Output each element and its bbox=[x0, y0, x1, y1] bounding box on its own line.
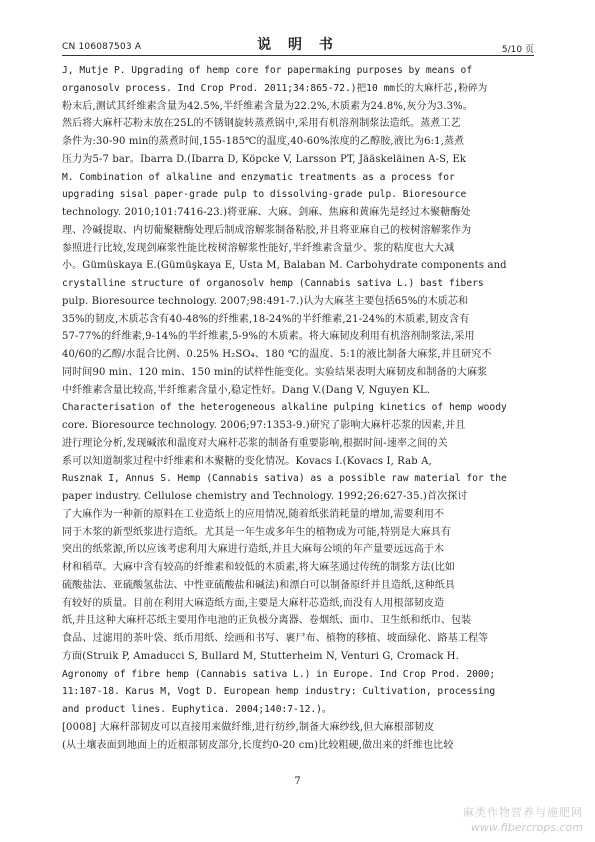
header-divider bbox=[62, 55, 534, 56]
text-line: 压力为5-7 bar。Ibarra D.(Ibarra D, Köpcke V, Larsson PT, Jääskeläinen A-S, Ek bbox=[62, 153, 467, 165]
text-line: pulp. Bioresource technology. 2007;98:491-7.)认为大麻茎主要包括65%的木质芯和 bbox=[62, 295, 469, 307]
text-line: 方面(Struik P, Amaducci S, Bullard M, Stutterheim N, Venturi G, Cromack H. bbox=[62, 650, 459, 662]
text-line: 材和稻草。大麻中含有较高的纤维素和较低的木质素,将大麻茎通过传统的制浆方法(比如 bbox=[62, 562, 456, 573]
text-line: 进行理论分析,发现碱浓和温度对大麻杆芯浆的制备有重要影响,根据时间-速率之间的关 bbox=[62, 437, 448, 449]
text-line: (从土壤表面到地面上的近根部韧皮部分,长度约0-20 cm)比较粗硬,做出来的纤维也比较 bbox=[62, 739, 454, 751]
text-line: core. Bioresource technology. 2006;97:1353-9.)研究了影响大麻杆芯浆的因素,并且 bbox=[62, 420, 466, 431]
document-body bbox=[62, 62, 534, 754]
text-line: 食品、过滤用的茶叶袋、纸币用纸、绘画和书写、裹尸布、植物的移植、坡面绿化、路基工程等 bbox=[62, 633, 489, 644]
document-title: 说 明 书 bbox=[257, 37, 339, 53]
text-line: 同于木浆的新型纸浆进行造纸。尤其是一年生或多年生的植物成为可能,特别是大麻具有 bbox=[62, 526, 452, 538]
text-line: 57-77%的纤维素,9-14%的半纤维素,5-9%的木质素。将大麻韧皮利用有机溶剂制浆法,采用 bbox=[62, 331, 475, 343]
text-line: 理、冷碱提取、内切葡聚糖酶处理后制成溶解浆制备粘胶,并且将亚麻自己的桉树溶解浆作为 bbox=[62, 224, 472, 236]
patent-number: CN 106087503 A bbox=[62, 42, 142, 52]
text-line: M. Combination of alkaline and enzymatic treatments as a process for bbox=[62, 171, 455, 183]
text-line: 系可以知道制浆过程中纤维素和木聚糖的变化情况。Kovacs I.(Kovacs I, Rab A, bbox=[62, 455, 432, 467]
text-line: technology. 2010;101:7416-23.)将亚麻、大麻、剑麻、焦麻和黄麻先是经过木聚糖酶处 bbox=[62, 207, 471, 218]
text-line: crystalline structure of organosolv hemp (Cannabis sativa L.) bast fibers bbox=[62, 278, 484, 289]
watermark bbox=[463, 805, 583, 835]
text-line: 参照进行比较,发现剑麻浆性能比桉树溶解浆性能好,半纤维素含量少、浆的粘度也大大减 bbox=[62, 242, 455, 254]
text-line: 然后将大麻杆芯粉末放在25L的不锈钢旋转蒸煮锅中,采用有机溶剂制浆法造纸。蒸煮工艺 bbox=[62, 118, 461, 130]
text-line: J, Mutje P. Upgrading of hemp core for papermaking purposes by means of bbox=[62, 65, 473, 76]
text-line: Rusznak I, Annus S. Hemp (Cannabis sativa) as a possible raw material for the bbox=[62, 473, 507, 485]
text-line: and product lines. Euphytica. 2004;140:7-12.)。 bbox=[62, 704, 332, 715]
text-line: Agronomy of fibre hemp (Cannabis sativa L.) in Europe. Ind Crop Prod. 2000; bbox=[62, 668, 496, 680]
page-header bbox=[62, 34, 534, 54]
text-line: 条件为:30-90 min的蒸煮时间,155-185℃的温度,40-60%浓度的乙醇胺,液比为6:1,蒸煮 bbox=[62, 136, 465, 147]
text-line: 中纤维素含量比较高,半纤维素含量小,稳定性好。Dang V.(Dang V, Nguyen KL. bbox=[62, 384, 431, 396]
paragraph-0008-line: [0008] 大麻杆部韧皮可以直接用来做纤维,进行纺纱,制备大麻纱线,但大麻根部韧皮 bbox=[62, 721, 435, 733]
text-line: 35%的韧皮,木质芯含有40-48%的纤维素,18-24%的半纤维素,21-24%的木质素,韧皮含有 bbox=[62, 313, 470, 325]
watermark-url: www.fibercrops.com bbox=[470, 821, 583, 834]
text-line: paper industry. Cellulose chemistry and Technology. 1992;26:627-35.)首次探讨 bbox=[62, 491, 468, 502]
text-line: 突出的纸浆源,所以应该考虑利用大麻进行造纸,并且大麻每公顷的年产量要远远高于木 bbox=[62, 544, 445, 556]
text-line: 粉末后,测试其纤维素含量为42.5%,半纤维素含量为22.2%,木质素为24.8%,灰分为3.3%。 bbox=[62, 100, 473, 112]
text-line: 了大麻作为一种新的原料在工业造纸上的应用情况,随着纸张消耗量的增加,需要利用不 bbox=[62, 508, 445, 520]
page-number: 7 bbox=[294, 776, 301, 787]
text-line: 有较好的质量。目前在利用大麻造纸方面,主要是大麻杆芯造纸,而没有人用根部韧皮造 bbox=[62, 597, 445, 609]
text-line: Characterisation of the heterogeneous alkaline pulping kinetics of hemp woody bbox=[62, 402, 507, 414]
watermark-site-name: 麻类作物营养与施肥网 bbox=[463, 806, 583, 819]
text-line: 硫酸盐法、亚硫酸氢盐法、中性亚硫酸盐和碱法)和漂白可以制备原纤并且造纸,这种纸具 bbox=[62, 579, 456, 591]
text-line: 11:107-18. Karus M, Vogt D. European hemp industry: Cultivation, processing bbox=[62, 686, 496, 698]
page-indicator: 5/10 页 bbox=[501, 45, 534, 55]
text-line: upgrading sisal paper-grade pulp to dissolving-grade pulp. Bioresource bbox=[62, 189, 467, 201]
text-line: 小。Gümüskaya E.(Gümüşkaya E, Usta M, Balaban M. Carbohydrate components and bbox=[62, 260, 507, 272]
text-line: 同时间90 min、120 min、150 min的试样性能变化。实验结果表明大麻韧皮和制备的大麻浆 bbox=[62, 366, 488, 378]
text-line: organosolv process. Ind Crop Prod. 2011;34:865-72.)把10 mm长的大麻杆芯,粉碎为 bbox=[62, 82, 488, 94]
text-line: 40/60的乙醇/水混合比例、0.25% H₂SO₄、180 ℃的温度、5:1的液比制备大麻浆,并且研究不 bbox=[62, 349, 492, 360]
text-line: 纸,并且这种大麻杆芯纸主要用作电池的正负极分离器、卷烟纸、面巾、卫生纸和纸巾、包装 bbox=[62, 615, 472, 627]
